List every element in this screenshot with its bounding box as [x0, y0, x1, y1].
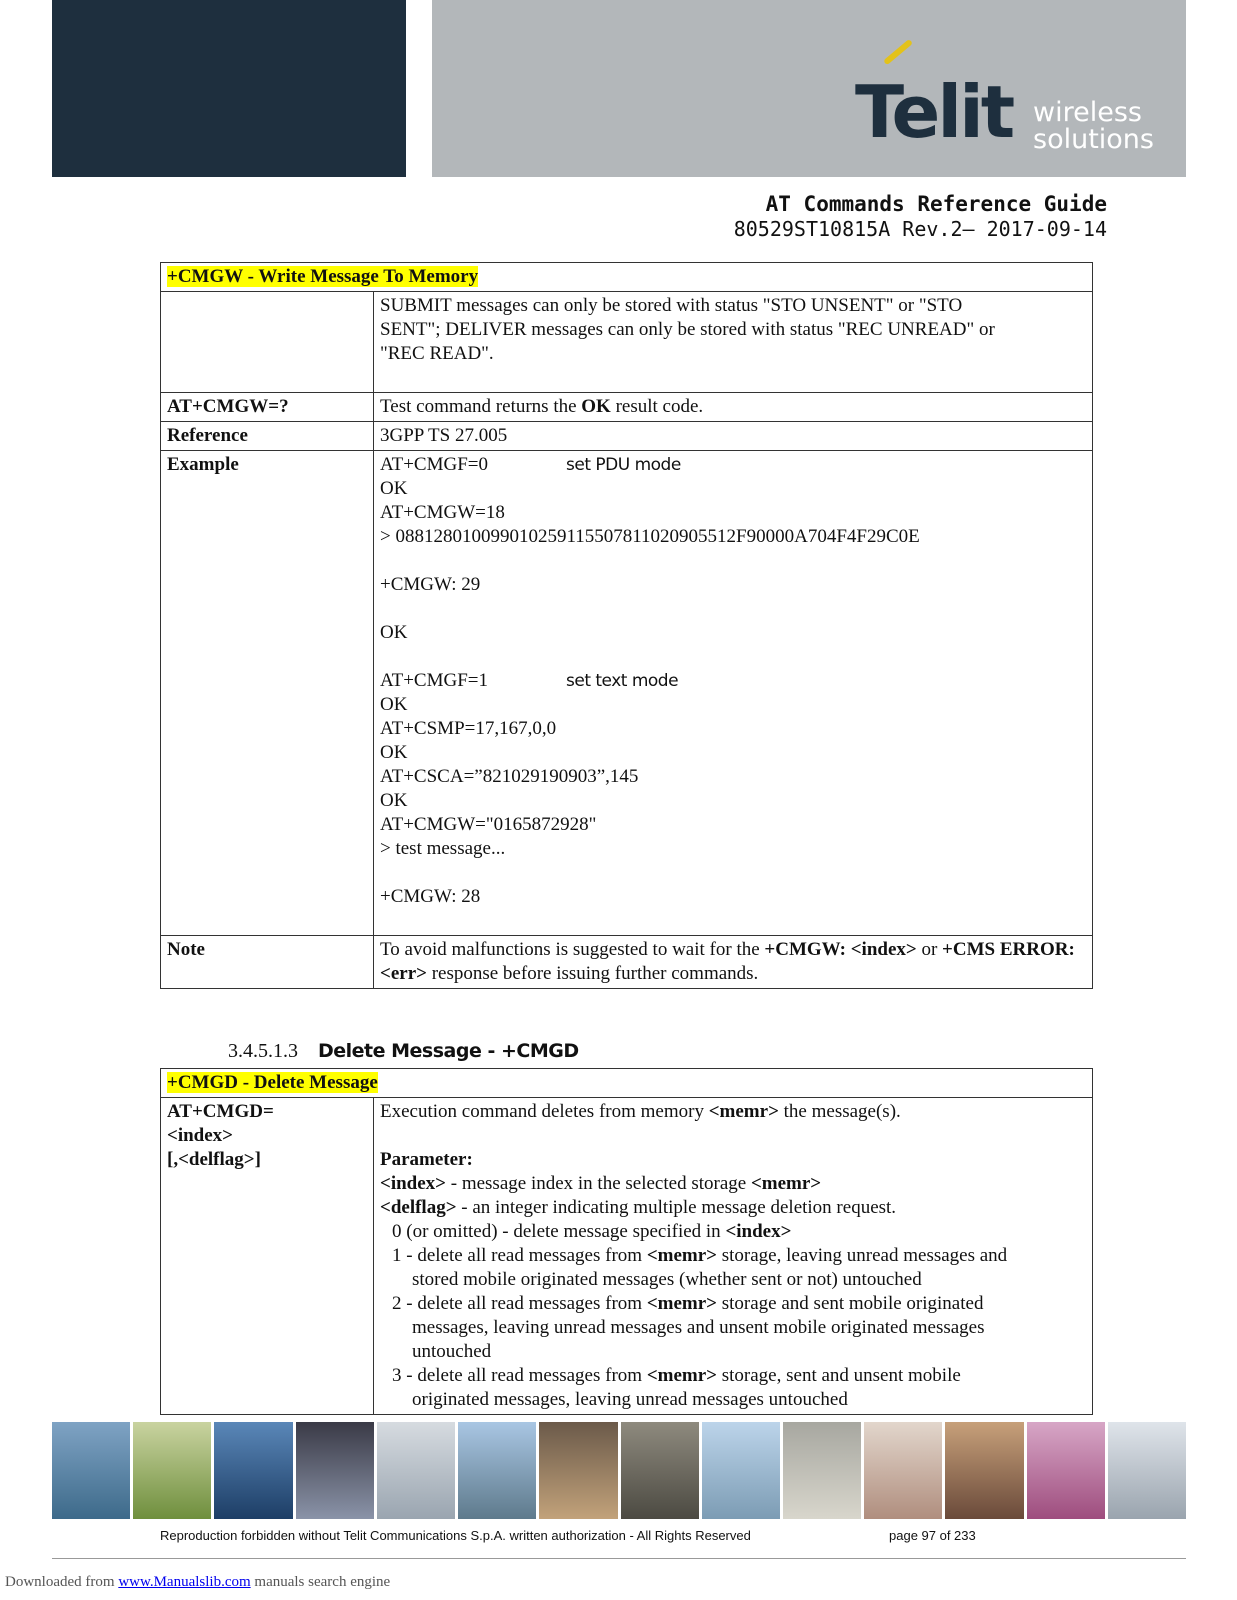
photo-tile	[52, 1422, 130, 1519]
cmgw-table-title: +CMGW - Write Message To Memory	[167, 266, 479, 287]
photo-tile	[702, 1422, 780, 1519]
cmgd-command: AT+CMGD= <index> [,<delflag>]	[161, 1098, 374, 1415]
delflag-option-3: 3 - delete all read messages from <memr> storage, sent and unsent mobile	[392, 1365, 961, 1386]
example-line: OK	[380, 742, 408, 763]
example-line: AT+CSMP=17,167,0,0	[380, 718, 557, 739]
test-command: AT+CMGW=?	[161, 393, 374, 422]
download-note: Downloaded from www.Manualslib.com manuals search engine	[5, 1574, 391, 1590]
example-line: > test message...	[380, 838, 506, 859]
reference-value: 3GPP TS 27.005	[374, 422, 1093, 451]
manualslib-link[interactable]: www.Manualslib.com	[118, 1574, 251, 1590]
example-content	[374, 451, 1093, 936]
telit-logo	[855, 60, 1155, 160]
param-index: <index> - message index in the selected storage <memr>	[380, 1173, 822, 1194]
photo-tile	[214, 1422, 292, 1519]
page-number: page 97 of 233	[889, 1528, 976, 1543]
photo-tile	[458, 1422, 536, 1519]
example-line: OK	[380, 478, 408, 499]
doc-revision: 80529ST10815A Rev.2– 2017-09-14	[733, 217, 1107, 241]
logo-mark: Telit	[855, 70, 1013, 154]
photo-tile	[783, 1422, 861, 1519]
example-line: AT+CMGF=0 set PDU mode	[380, 454, 681, 475]
delflag-option-0: 0 (or omitted) - delete message specified in <index>	[392, 1221, 792, 1242]
delflag-option-2-cont: untouched	[412, 1341, 492, 1362]
note-label: Note	[161, 936, 374, 989]
desc-line: SENT"; DELIVER messages can only be stored with status "REC UNREAD" or	[380, 319, 995, 340]
example-line: +CMGW: 28	[380, 886, 481, 907]
photo-tile	[864, 1422, 942, 1519]
footer-divider	[52, 1558, 1186, 1559]
cmgd-table	[160, 1068, 1093, 1415]
cmgw-table	[160, 262, 1093, 989]
desc-line: SUBMIT messages can only be stored with status "STO UNSENT" or "STO	[380, 295, 963, 316]
delflag-option-1: 1 - delete all read messages from <memr> storage, leaving unread messages and	[392, 1245, 1008, 1266]
photo-tile	[621, 1422, 699, 1519]
delflag-option-2: 2 - delete all read messages from <memr> storage and sent mobile originated	[392, 1293, 984, 1314]
cmgw-row1-left	[161, 292, 374, 393]
example-line: +CMGW: 29	[380, 574, 481, 595]
cmgw-row1-desc	[374, 292, 1093, 393]
cmgw-table-title-cell	[161, 263, 1093, 292]
note-text: To avoid malfunctions is suggested to wait for the +CMGW: <index> or +CMS ERROR: <err> response before issuing further commands.	[374, 936, 1093, 989]
example-label: Example	[161, 451, 374, 936]
footer-photo-strip	[52, 1422, 1186, 1519]
param-delflag: <delflag> - an integer indicating multiple message deletion request.	[380, 1197, 897, 1218]
photo-tile	[1027, 1422, 1105, 1519]
delflag-option-1-cont: stored mobile originated messages (whether sent or not) untouched	[412, 1269, 922, 1290]
example-line: OK	[380, 622, 408, 643]
cmgd-description	[374, 1098, 1093, 1415]
section-number: 3.4.5.1.3	[228, 1040, 298, 1062]
example-line: AT+CSCA=”821029190903”,145	[380, 766, 639, 787]
example-line: OK	[380, 790, 408, 811]
section-heading	[228, 1040, 579, 1063]
photo-tile	[377, 1422, 455, 1519]
test-command-desc: Test command returns the OK result code.	[374, 393, 1093, 422]
section-title: Delete Message - +CMGD	[318, 1040, 579, 1062]
delflag-option-2-cont: messages, leaving unread messages and unsent mobile originated messages	[412, 1317, 985, 1338]
footer-copyright: Reproduction forbidden without Telit Communications S.p.A. written authorization - All Rights Reserved	[160, 1528, 751, 1543]
photo-tile	[945, 1422, 1023, 1519]
photo-tile	[539, 1422, 617, 1519]
photo-tile	[133, 1422, 211, 1519]
exec-desc: Execution command deletes from memory <memr> the message(s).	[380, 1101, 901, 1122]
desc-line: "REC READ".	[380, 343, 494, 364]
example-line: AT+CMGW="0165872928"	[380, 814, 597, 835]
cmgd-table-title: +CMGD - Delete Message	[167, 1072, 378, 1093]
cmgd-table-title-cell	[161, 1069, 1093, 1098]
doc-title: AT Commands Reference Guide	[765, 192, 1107, 216]
header-dark-panel	[52, 0, 406, 177]
photo-tile	[1108, 1422, 1186, 1519]
logo-word-wireless: wireless	[1033, 97, 1142, 128]
param-label: Parameter:	[380, 1149, 473, 1170]
example-line: > 088128010099010259115507811020905512F90000A704F4F29C0E	[380, 526, 920, 547]
delflag-option-3-cont: originated messages, leaving unread messages untouched	[412, 1389, 848, 1410]
photo-tile	[296, 1422, 374, 1519]
reference-label: Reference	[161, 422, 374, 451]
example-line: OK	[380, 694, 408, 715]
example-line: AT+CMGW=18	[380, 502, 505, 523]
logo-word-solutions: solutions	[1033, 124, 1154, 155]
example-line: AT+CMGF=1 set text mode	[380, 670, 679, 691]
